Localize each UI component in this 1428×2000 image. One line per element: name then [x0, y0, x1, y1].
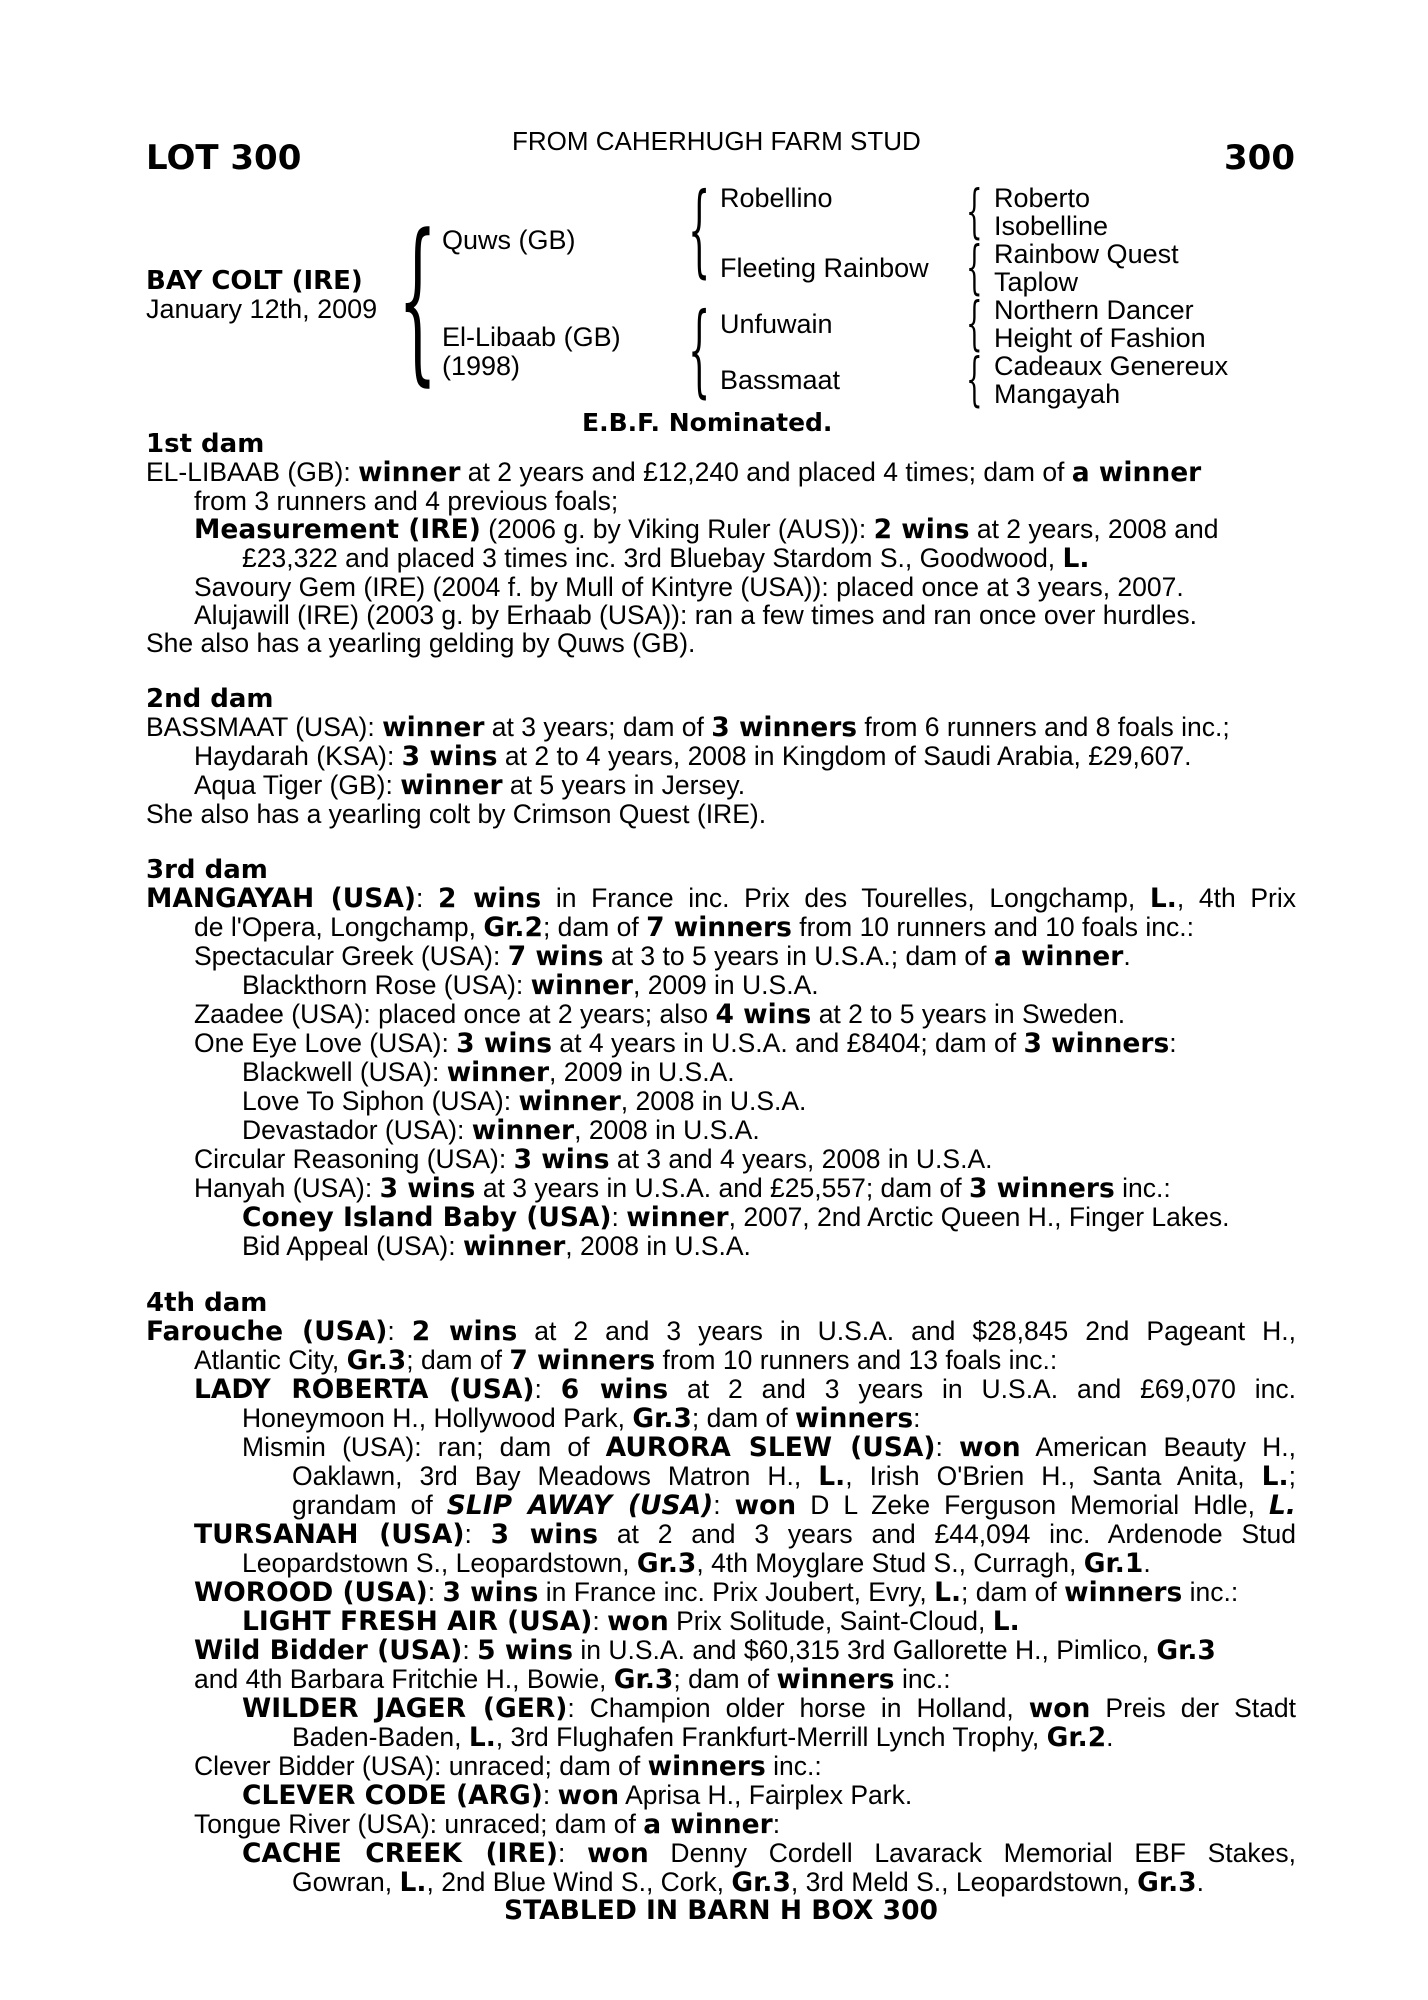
gg-1: Roberto	[994, 183, 1091, 213]
section-heading-3rd-dam: 3rd dam	[146, 855, 268, 885]
produce-line: Spectacular Greek (USA): 7 wins at 3 to 5 years in U.S.A.; dam of a winner.	[194, 941, 1131, 972]
produce-line: One Eye Love (USA): 3 wins at 4 years in U.S.A. and £8404; dam of 3 winners:	[194, 1028, 1177, 1059]
produce-line: Bid Appeal (USA): winner, 2008 in U.S.A.	[242, 1231, 751, 1262]
gg-8: Mangayah	[994, 379, 1121, 409]
brace-g1: {	[966, 177, 983, 245]
gg-7: Cadeaux Genereux	[994, 351, 1229, 381]
lot-label: LOT 300	[146, 138, 302, 178]
produce-line: CACHE CREEK (IRE): won Denny Cordell Lavarack Memorial EBF Stakes,	[242, 1838, 1296, 1869]
produce-line: Mismin (USA): ran; dam of AURORA SLEW (USA): won American Beauty H.,	[242, 1432, 1297, 1463]
horse-name: BAY COLT (IRE)	[146, 266, 363, 296]
produce-line: Devastador (USA): winner, 2008 in U.S.A.	[242, 1115, 760, 1146]
section-heading-2nd-dam: 2nd dam	[146, 684, 274, 714]
produce-line: LADY ROBERTA (USA): 6 wins at 2 and 3 years in U.S.A. and £69,070 inc.	[194, 1374, 1296, 1405]
dam-line: MANGAYAH (USA): 2 wins in France inc. Prix des Tourelles, Longchamp, L., 4th Prix	[146, 883, 1296, 914]
produce-line: Baden-Baden, L., 3rd Flughafen Frankfurt-Merrill Lynch Trophy, Gr.2.	[292, 1722, 1114, 1753]
produce-line: WOROOD (USA): 3 wins in France inc. Prix Joubert, Evry, L.; dam of winners inc.:	[194, 1577, 1239, 1608]
produce-line: TURSANAH (USA): 3 wins at 2 and 3 years and £44,094 inc. Ardenode Stud	[194, 1519, 1296, 1550]
family-details	[146, 430, 1296, 1925]
brace-dam: {	[688, 291, 711, 408]
produce-line: LIGHT FRESH AIR (USA): won Prix Solitude, Saint-Cloud, L.	[242, 1606, 1020, 1637]
foaling-date: January 12th, 2009	[146, 294, 378, 324]
dam-dam: Bassmaat	[720, 365, 841, 395]
produce-line: Blackthorn Rose (USA): winner, 2009 in U.S.A.	[242, 970, 819, 1001]
brace-g4: {	[966, 345, 983, 413]
produce-line: Leopardstown S., Leopardstown, Gr.3, 4th Moyglare Stud S., Curragh, Gr.1.	[242, 1548, 1151, 1579]
gg-5: Northern Dancer	[994, 295, 1194, 325]
produce-line: Aqua Tiger (GB): winner at 5 years in Jersey.	[194, 770, 746, 801]
gg-4: Taplow	[994, 267, 1079, 297]
gg-3: Rainbow Quest	[994, 239, 1179, 269]
stabling-info: STABLED IN BARN H BOX 300	[504, 1895, 938, 1926]
produce-line: WILDER JAGER (GER): Champion older horse in Holland, won Preis der Stadt	[242, 1693, 1297, 1724]
dam-year: (1998)	[442, 351, 521, 381]
dam: El-Libaab (GB)	[442, 322, 621, 352]
gg-6: Height of Fashion	[994, 323, 1206, 353]
produce-line: She also has a yearling colt by Crimson Quest (IRE).	[146, 799, 767, 829]
produce-line: Love To Siphon (USA): winner, 2008 in U.S.A.	[242, 1086, 807, 1117]
produce-line: Measurement (IRE) (2006 g. by Viking Ruler (AUS)): 2 wins at 2 years, 2008 and	[194, 514, 1219, 545]
produce-line: £23,322 and placed 3 times inc. 3rd Bluebay Stardom S., Goodwood, L.	[242, 543, 1090, 574]
lot-number: 300	[1224, 138, 1295, 178]
produce-line: Zaadee (USA): placed once at 2 years; also 4 wins at 2 to 5 years in Sweden.	[194, 999, 1126, 1030]
vendor-source: FROM CAHERHUGH FARM STUD	[512, 126, 921, 156]
section-heading-1st-dam: 1st dam	[146, 429, 265, 459]
produce-line: CLEVER CODE (ARG): won Aprisa H., Fairplex Park.	[242, 1780, 913, 1811]
gg-2: Isobelline	[994, 211, 1109, 241]
produce-line: She also has a yearling gelding by Quws (GB).	[146, 628, 696, 658]
produce-line: grandam of SLIP AWAY (USA): won D L Zeke Ferguson Memorial Hdle, L.	[292, 1490, 1296, 1521]
produce-line: Oaklawn, 3rd Bay Meadows Matron H., L., Irish O'Brien H., Santa Anita, L.;	[292, 1461, 1296, 1492]
produce-line: Coney Island Baby (USA): winner, 2007, 2nd Arctic Queen H., Finger Lakes.	[242, 1202, 1230, 1233]
dam-line-2: from 3 runners and 4 previous foals;	[194, 486, 619, 516]
brace-g2: {	[966, 233, 983, 301]
produce-line: Gowran, L., 2nd Blue Wind S., Cork, Gr.3, 3rd Meld S., Leopardstown, Gr.3.	[292, 1867, 1205, 1898]
produce-line: Circular Reasoning (USA): 3 wins at 3 and 4 years, 2008 in U.S.A.	[194, 1144, 993, 1175]
sire-sire: Robellino	[720, 183, 833, 213]
produce-line: Blackwell (USA): winner, 2009 in U.S.A.	[242, 1057, 735, 1088]
sire: Quws (GB)	[442, 225, 576, 255]
brace-main: {	[398, 197, 438, 402]
produce-line: Haydarah (KSA): 3 wins at 2 to 4 years, 2008 in Kingdom of Saudi Arabia, £29,607.	[194, 741, 1192, 772]
produce-line: Wild Bidder (USA): 5 wins in U.S.A. and $60,315 3rd Gallorette H., Pimlico, Gr.3	[194, 1635, 1216, 1666]
produce-line: Hanyah (USA): 3 wins at 3 years in U.S.A. and £25,557; dam of 3 winners inc.:	[194, 1173, 1171, 1204]
produce-line: Clever Bidder (USA): unraced; dam of winners inc.:	[194, 1751, 822, 1782]
ebf-nomination: E.B.F. Nominated.	[582, 408, 833, 437]
produce-line: Honeymoon H., Hollywood Park, Gr.3; dam of winners:	[242, 1403, 921, 1434]
dam-line: de l'Opera, Longchamp, Gr.2; dam of 7 winners from 10 runners and 10 foals inc.:	[194, 912, 1194, 943]
produce-line: Tongue River (USA): unraced; dam of a winner:	[194, 1809, 781, 1840]
produce-line: Alujawill (IRE) (2003 g. by Erhaab (USA)): ran a few times and ran once over hurdles.	[194, 600, 1198, 630]
dam-line: Farouche (USA): 2 wins at 2 and 3 years in U.S.A. and $28,845 2nd Pageant H.,	[146, 1316, 1297, 1347]
sire-dam: Fleeting Rainbow	[720, 253, 929, 283]
produce-line: Savoury Gem (IRE) (2004 f. by Mull of Kintyre (USA)): placed once at 3 years, 2007.	[194, 572, 1184, 602]
dam-line-1: EL-LIBAAB (GB): winner at 2 years and £12,240 and placed 4 times; dam of a winner	[146, 457, 1202, 488]
section-heading-4th-dam: 4th dam	[146, 1288, 268, 1318]
dam-line: BASSMAAT (USA): winner at 3 years; dam of 3 winners from 6 runners and 8 foals inc.;	[146, 712, 1230, 743]
dam-line: Atlantic City, Gr.3; dam of 7 winners from 10 runners and 13 foals inc.:	[194, 1345, 1058, 1376]
brace-g3: {	[966, 289, 983, 357]
dam-sire: Unfuwain	[720, 309, 833, 339]
brace-sire: {	[688, 171, 711, 288]
produce-line: and 4th Barbara Fritchie H., Bowie, Gr.3; dam of winners inc.:	[194, 1664, 951, 1695]
